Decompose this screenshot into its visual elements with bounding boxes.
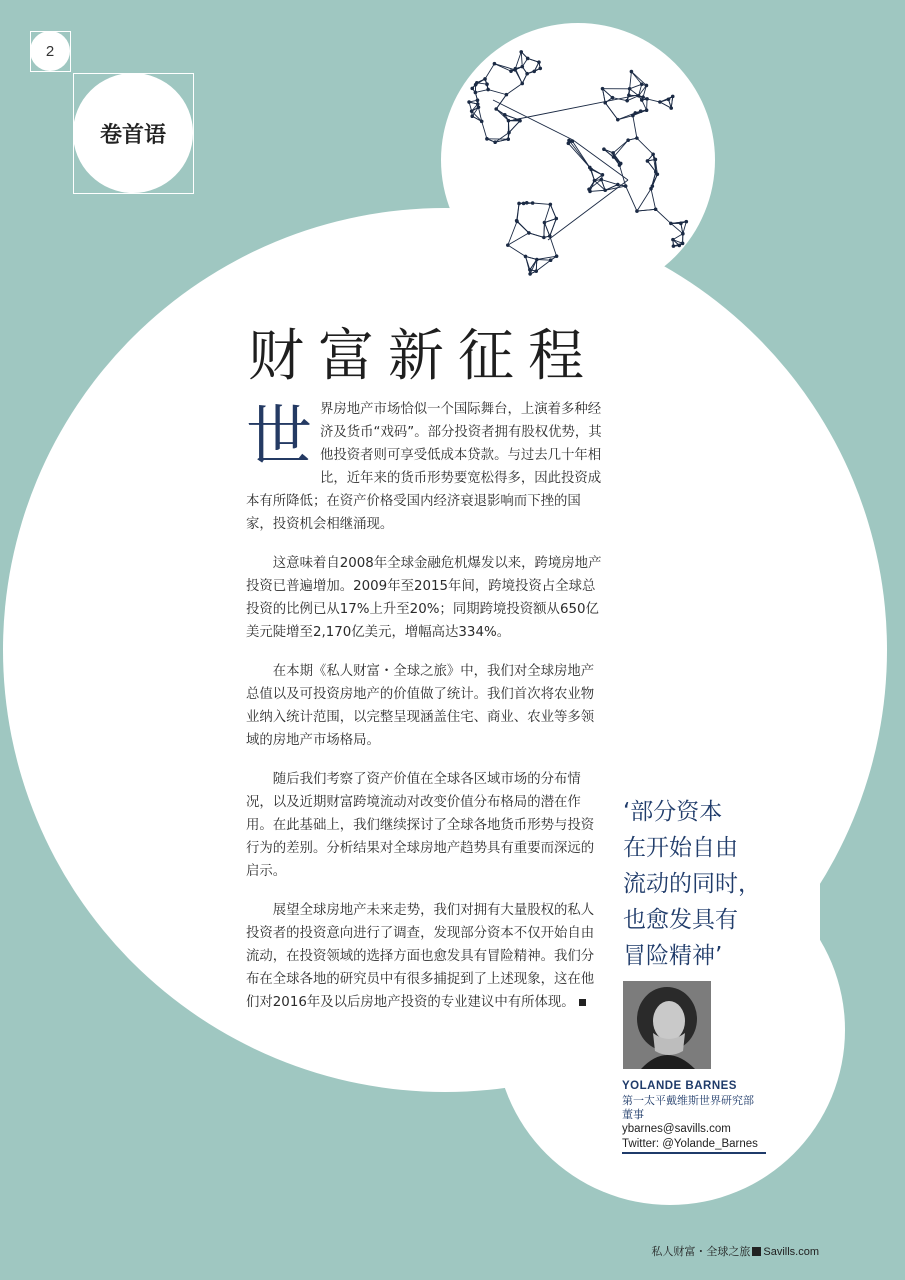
article-body <box>246 398 604 1030</box>
footer-square-icon <box>752 1247 761 1256</box>
page-title: 财富新征程 <box>248 324 598 389</box>
drop-cap: 世 <box>246 398 312 475</box>
author-info <box>622 1079 782 1152</box>
footer-site[interactable]: Savills.com <box>763 1246 819 1258</box>
article-paragraph-5: 展望全球房地产未来走势，我们对拥有大量股权的私人投资者的投资意向进行了调查，发现部分资本不仅开始自由流动，在投资领域的选择方面也愈发具有冒险精神。我们分布在全球各地的研究员中有很多捕捉到了上述现象，这在他们对2016年及以后房地产投资的专业建议中有所体现。 <box>246 903 595 1010</box>
pull-quote-line: 冒险精神’ <box>623 943 723 969</box>
article-paragraph-4: 随后我们考察了资产价值在全球各区域市场的分布情况，以及近期财富跨境流动对改变价值分布格局的潜在作用。在此基础上，我们继续探讨了全球各地货币形势与投资行为的差别。分析结果对全球房地产趋势具有重要而深远的启示。 <box>246 772 595 879</box>
pull-quote-line: 流动的同时， <box>623 871 761 897</box>
globe-network-illustration <box>453 40 703 290</box>
author-divider <box>622 1152 766 1154</box>
article-paragraph-2: 这意味着自2008年全球金融危机爆发以来，跨境房地产投资已普遍增加。2009年至2015年间，跨境投资占全球总投资的比例已从17%上升至20%；同期跨境投资额从650亿美元陡增至2,170亿美元，增幅高达334%。 <box>246 556 602 640</box>
author-portrait <box>623 981 711 1069</box>
pull-quote-line: 在开始自由 <box>623 835 738 861</box>
article-paragraph-3: 在本期《私人财富・全球之旅》中，我们对全球房地产总值以及可投资房地产的价值做了统计。我们首次将农业物业纳入统计范围，以完整呈现涵盖住宅、商业、农业等多领域的房地产市场格局。 <box>246 664 595 748</box>
author-title: 第一太平戴维斯世界研究部 <box>622 1094 754 1107</box>
pull-quote <box>623 794 843 974</box>
author-name: YOLANDE BARNES <box>622 1080 737 1092</box>
pull-quote-line: ‘部分资本 <box>623 799 723 825</box>
author-twitter[interactable]: Twitter: @Yolande_Barnes <box>622 1138 758 1150</box>
end-mark-icon <box>579 999 586 1006</box>
author-title-2: 董事 <box>622 1108 644 1121</box>
pull-quote-line: 也愈发具有 <box>623 907 738 933</box>
page-footer <box>651 1243 819 1259</box>
article-paragraph-1: 世界房地产市场恰似一个国际舞台，上演着多种经济及货币“戏码”。部分投资者拥有股权优势，其他投资者则可享受低成本贷款。与过去几十年相比，近年来的货币形势要宽松得多，因此投资成本有所降低；在资产价格受国内经济衰退影响而下挫的国家，投资机会相继涌现。 <box>246 398 602 532</box>
author-email[interactable]: ybarnes@savills.com <box>622 1123 731 1135</box>
section-label: 卷首语 <box>73 73 193 193</box>
page-number: 2 <box>30 31 70 71</box>
footer-publication: 私人财富・全球之旅 <box>651 1245 751 1258</box>
